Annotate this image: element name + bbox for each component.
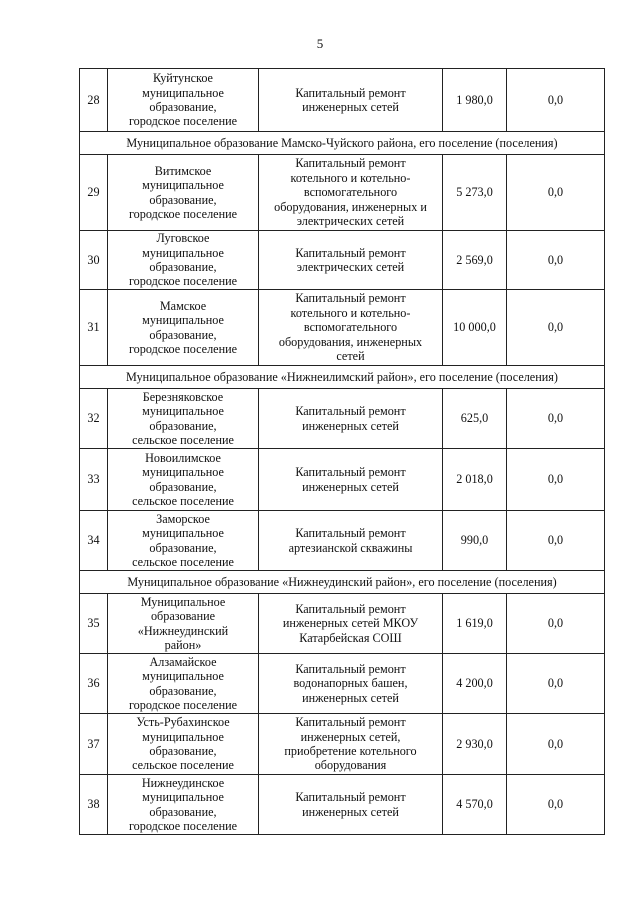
amount-cell: 10 000,0: [443, 290, 507, 366]
value-cell: 0,0: [507, 775, 605, 835]
amount-cell: 4 200,0: [443, 654, 507, 714]
section-header-row: [80, 571, 605, 594]
municipality-name-cell: Новоилимское муниципальное образование, сельское поселение: [108, 449, 259, 511]
table-row: [80, 290, 605, 366]
municipality-name-cell: Мамское муниципальное образование, городское поселение: [108, 290, 259, 366]
work-description-cell: Капитальный ремонт инженерных сетей: [259, 69, 443, 132]
work-description-cell: Капитальный ремонт инженерных сетей: [259, 449, 443, 511]
section-header-row: [80, 132, 605, 155]
row-number-cell: 38: [80, 775, 108, 835]
section-title: Муниципальное образование Мамско-Чуйского района, его поселение (поселения): [80, 132, 605, 155]
section-header-row: [80, 366, 605, 389]
amount-cell: 1 980,0: [443, 69, 507, 132]
value-cell: 0,0: [507, 290, 605, 366]
row-number-cell: 31: [80, 290, 108, 366]
work-description-cell: Капитальный ремонт артезианской скважины: [259, 511, 443, 571]
amount-cell: 2 569,0: [443, 231, 507, 290]
municipality-name-cell: Куйтунское муниципальное образование, городское поселение: [108, 69, 259, 132]
table-row: [80, 654, 605, 714]
work-description-cell: Капитальный ремонт котельного и котельно- вспомогательного оборудования, инженерных сетей: [259, 290, 443, 366]
municipality-name-cell: Заморское муниципальное образование, сельское поселение: [108, 511, 259, 571]
table-row: [80, 775, 605, 835]
work-description-cell: Капитальный ремонт инженерных сетей МКОУ Катарбейская СОШ: [259, 594, 443, 654]
work-description-cell: Капитальный ремонт инженерных сетей: [259, 389, 443, 449]
value-cell: 0,0: [507, 594, 605, 654]
work-description-cell: Капитальный ремонт инженерных сетей, приобретение котельного оборудования: [259, 714, 443, 775]
amount-cell: 2 018,0: [443, 449, 507, 511]
row-number-cell: 32: [80, 389, 108, 449]
work-description-cell: Капитальный ремонт котельного и котельно- вспомогательного оборудования, инженерных и электрических сетей: [259, 155, 443, 231]
work-description-cell: Капитальный ремонт водонапорных башен, инженерных сетей: [259, 654, 443, 714]
municipality-name-cell: Витимское муниципальное образование, городское поселение: [108, 155, 259, 231]
value-cell: 0,0: [507, 155, 605, 231]
row-number-cell: 35: [80, 594, 108, 654]
municipality-name-cell: Алзамайское муниципальное образование, городское поселение: [108, 654, 259, 714]
amount-cell: 2 930,0: [443, 714, 507, 775]
row-number-cell: 34: [80, 511, 108, 571]
municipality-name-cell: Нижнеудинское муниципальное образование, городское поселение: [108, 775, 259, 835]
section-title: Муниципальное образование «Нижнеудинский район», его поселение (поселения): [80, 571, 605, 594]
table-row: [80, 69, 605, 132]
work-description-cell: Капитальный ремонт электрических сетей: [259, 231, 443, 290]
value-cell: 0,0: [507, 511, 605, 571]
table-row: [80, 594, 605, 654]
value-cell: 0,0: [507, 389, 605, 449]
amount-cell: 1 619,0: [443, 594, 507, 654]
value-cell: 0,0: [507, 69, 605, 132]
table-row: [80, 449, 605, 511]
table-row: [80, 155, 605, 231]
row-number-cell: 36: [80, 654, 108, 714]
section-title: Муниципальное образование «Нижнеилимский район», его поселение (поселения): [80, 366, 605, 389]
municipality-name-cell: Луговское муниципальное образование, городское поселение: [108, 231, 259, 290]
municipality-name-cell: Муниципальное образование «Нижнеудинский район»: [108, 594, 259, 654]
work-description-cell: Капитальный ремонт инженерных сетей: [259, 775, 443, 835]
page-number: 5: [316, 36, 324, 51]
funding-table: [79, 68, 605, 835]
row-number-cell: 28: [80, 69, 108, 132]
value-cell: 0,0: [507, 714, 605, 775]
row-number-cell: 29: [80, 155, 108, 231]
amount-cell: 4 570,0: [443, 775, 507, 835]
row-number-cell: 30: [80, 231, 108, 290]
amount-cell: 625,0: [443, 389, 507, 449]
row-number-cell: 37: [80, 714, 108, 775]
value-cell: 0,0: [507, 231, 605, 290]
table-row: [80, 714, 605, 775]
municipality-name-cell: Усть-Рубахинское муниципальное образование, сельское поселение: [108, 714, 259, 775]
table-row: [80, 231, 605, 290]
amount-cell: 990,0: [443, 511, 507, 571]
table-row: [80, 389, 605, 449]
row-number-cell: 33: [80, 449, 108, 511]
value-cell: 0,0: [507, 654, 605, 714]
amount-cell: 5 273,0: [443, 155, 507, 231]
table-row: [80, 511, 605, 571]
value-cell: 0,0: [507, 449, 605, 511]
municipality-name-cell: Березняковское муниципальное образование, сельское поселение: [108, 389, 259, 449]
